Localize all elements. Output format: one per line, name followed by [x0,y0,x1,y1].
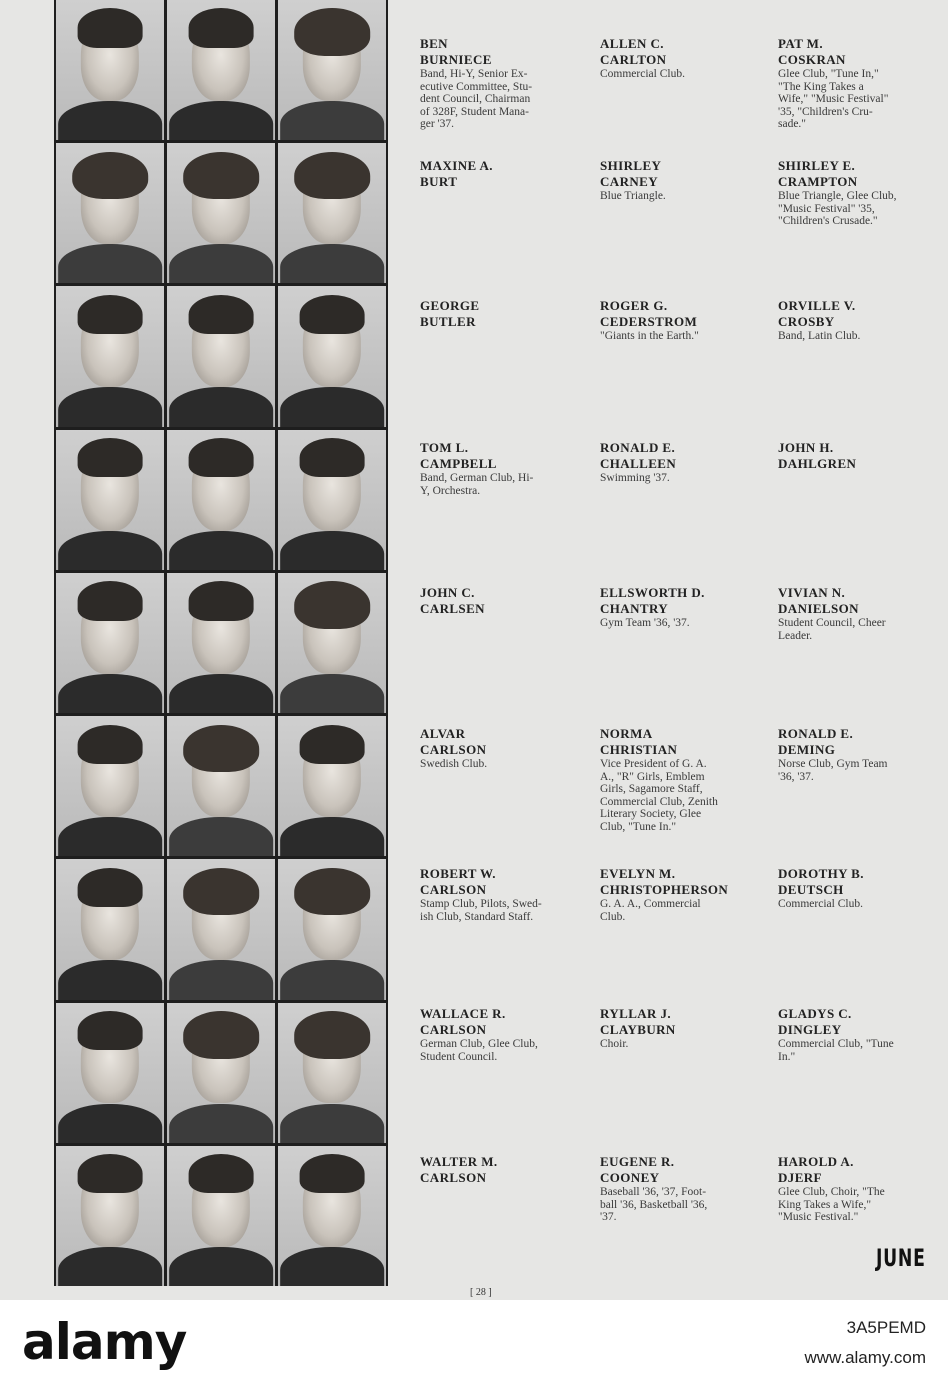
student-entry [420,440,580,497]
portrait-hair [78,1154,143,1193]
entry-row [420,1154,930,1296]
portrait-photo [56,1146,164,1286]
portrait-body [58,387,162,426]
entry-row [420,585,930,727]
portrait-body [169,387,273,426]
student-activities: Commercial Club. [778,898,863,910]
student-entry [600,298,760,343]
student-activities: Band, Latin Club. [778,330,861,342]
entry-row [420,726,930,868]
portrait-body [58,960,162,999]
portrait-body [169,674,273,713]
student-activities: Blue Triangle. [600,190,666,202]
student-name: ELLSWORTH D. CHANTRY [600,585,705,616]
portrait-body [280,674,384,713]
portrait-hair [300,1154,365,1193]
portrait-photo [56,143,164,283]
student-entry [778,1006,930,1063]
student-entry [600,36,760,81]
student-entry [778,585,930,642]
portrait-hair [294,581,370,629]
portrait-hair [294,8,370,56]
portrait-photo [56,0,164,140]
portrait-photo [56,1003,164,1143]
student-activities: German Club, Glee Club, Student Council. [420,1038,538,1063]
student-name: ROBERT W. CARLSON [420,866,496,897]
student-name: PAT M. COSKRAN [778,36,846,67]
portrait-photo [56,573,164,713]
student-entry [600,1006,760,1051]
portrait-photo [278,286,386,426]
student-name: BEN BURNIECE [420,36,492,67]
portrait-hair [183,868,259,916]
student-activities: Commercial Club, "Tune In." [778,1038,894,1063]
portrait-body [58,1104,162,1143]
student-name: ORVILLE V. CROSBY [778,298,856,329]
student-name: VIVIAN N. DANIELSON [778,585,859,616]
student-entry [778,158,930,228]
student-entry [420,585,580,617]
student-name: NORMA CHRISTIAN [600,726,678,757]
portrait-hair [300,725,365,764]
brand-logo[interactable]: alamy [22,1313,187,1371]
portrait-hair [189,581,254,620]
portrait-hair [183,152,259,200]
student-entry [778,36,930,131]
student-activities: Stamp Club, Pilots, Swed- ish Club, Standard Staff. [420,898,542,923]
portrait-photo [56,859,164,999]
portrait-hair [78,868,143,907]
portrait-body [280,387,384,426]
portrait-body [280,960,384,999]
student-entry [600,1154,760,1224]
student-activities: Baseball '36, '37, Foot- ball '36, Basketball '36, '37. [600,1186,708,1223]
portrait-photo [278,143,386,283]
portrait-photo [167,286,275,426]
student-activities: Band, German Club, Hi- Y, Orchestra. [420,472,534,497]
student-entry [600,440,760,485]
student-entry [600,726,760,833]
portrait-body [58,531,162,570]
portrait-photo [167,716,275,856]
student-name: GEORGE BUTLER [420,298,480,329]
student-name: MAXINE A. BURT [420,158,493,189]
portrait-photo [278,0,386,140]
student-name: WALTER M. CARLSON [420,1154,498,1185]
portrait-hair [78,581,143,620]
portrait-hair [78,438,143,477]
student-name: SHIRLEY E. CRAMPTON [778,158,858,189]
student-name: RONALD E. CHALLEEN [600,440,677,471]
portrait-photo [167,573,275,713]
portrait-hair [189,1154,254,1193]
portrait-hair [78,725,143,764]
student-entry [600,866,760,923]
portrait-photo [56,716,164,856]
portrait-hair [294,868,370,916]
portrait-body [280,531,384,570]
student-name: JOHN C. CARLSEN [420,585,485,616]
portrait-hair [183,1011,259,1059]
student-activities: Glee Club, Choir, "The King Takes a Wife," "Music Festival." [778,1186,885,1223]
portrait-photo [56,286,164,426]
portrait-body [280,817,384,856]
student-activities: Glee Club, "Tune In," "The King Takes a Wife," "Music Festival" '35, "Children's Cru- sade." [778,68,889,130]
student-activities: Blue Triangle, Glee Club, "Music Festival" '35, "Children's Crusade." [778,190,897,227]
student-activities: Student Council, Cheer Leader. [778,617,886,642]
student-entry [600,158,760,203]
portrait-photo [167,0,275,140]
portrait-body [169,1104,273,1143]
student-activities: Choir. [600,1038,629,1050]
student-entry [778,866,930,911]
portrait-photo [167,1146,275,1286]
student-entry [420,158,580,190]
portrait-body [169,1247,273,1286]
student-activities: Swedish Club. [420,758,488,770]
portrait-hair [300,295,365,334]
student-entry [778,726,930,783]
portrait-body [58,101,162,140]
portrait-body [169,960,273,999]
page-number: [ 28 ] [470,1287,492,1298]
student-name: JOHN H. DAHLGREN [778,440,857,471]
portrait-body [280,1104,384,1143]
image-code: 3A5PEMD [846,1318,926,1337]
student-entry [420,36,580,131]
portrait-hair [78,8,143,47]
portrait-photo [278,716,386,856]
portrait-hair [72,152,148,200]
student-name: TOM L. CAMPBELL [420,440,497,471]
portrait-body [58,1247,162,1286]
student-name: RYLLAR J. CLAYBURN [600,1006,676,1037]
student-entry [778,440,930,472]
portrait-photo [278,1003,386,1143]
portrait-photo [167,1003,275,1143]
portrait-photo [278,859,386,999]
student-name: EUGENE R. COONEY [600,1154,675,1185]
student-entry [420,298,580,330]
student-activities: G. A. A., Commercial Club. [600,898,701,923]
portrait-grid [54,0,388,1286]
student-name: HAROLD A. DJERF [778,1154,854,1185]
student-activities: Vice President of G. A. A., "R" Girls, Emblem Girls, Sagamore Staff, Commercial Club, Zenith Literary Society, Glee Club, "Tune In." [600,758,718,833]
student-entry [420,1006,580,1063]
student-name: EVELYN M. CHRISTOPHERSON [600,866,729,897]
portrait-hair [300,438,365,477]
portrait-hair [189,438,254,477]
entry-row [420,440,930,582]
entry-row [420,866,930,1008]
student-name: ALLEN C. CARLTON [600,36,667,67]
portrait-body [280,1247,384,1286]
student-entry [778,298,930,343]
portrait-hair [189,8,254,47]
portrait-body [169,531,273,570]
student-activities: Swimming '37. [600,472,670,484]
portrait-hair [189,295,254,334]
site-url[interactable]: www.alamy.com [804,1348,926,1367]
student-activities: Band, Hi-Y, Senior Ex- ecutive Committee, Stu- dent Council, Chairman of 328F, Student Mana- ger '37. [420,68,533,130]
student-activities: Commercial Club. [600,68,685,80]
student-entry [420,866,580,923]
portrait-body [58,817,162,856]
portrait-photo [278,1146,386,1286]
student-activities: "Giants in the Earth." [600,330,699,342]
portrait-photo [167,143,275,283]
portrait-photo [167,859,275,999]
entry-row [420,298,930,440]
student-entry [420,726,580,771]
student-activities: Gym Team '36, '37. [600,617,690,629]
student-name: WALLACE R. CARLSON [420,1006,506,1037]
portrait-body [280,101,384,140]
student-name: GLADYS C. DINGLEY [778,1006,852,1037]
portrait-body [169,244,273,283]
entry-row [420,158,930,300]
student-name: ALVAR CARLSON [420,726,487,757]
entry-row [420,36,930,178]
student-name: RONALD E. DEMING [778,726,854,757]
portrait-photo [278,430,386,570]
student-entry [420,1154,580,1186]
portrait-body [169,101,273,140]
portrait-hair [294,1011,370,1059]
student-name: DOROTHY B. DEUTSCH [778,866,864,897]
portrait-body [58,244,162,283]
portrait-photo [56,430,164,570]
student-name: ROGER G. CEDERSTROM [600,298,698,329]
portrait-hair [183,725,259,773]
student-activities: Norse Club, Gym Team '36, '37. [778,758,888,783]
student-entry [600,585,760,630]
portrait-body [58,674,162,713]
student-name: SHIRLEY CARNEY [600,158,662,189]
month-label: JUNE [876,1244,926,1272]
portrait-body [169,817,273,856]
portrait-hair [78,295,143,334]
portrait-photo [167,430,275,570]
entry-row [420,1006,930,1148]
portrait-hair [78,1011,143,1050]
portrait-hair [294,152,370,200]
portrait-body [280,244,384,283]
portrait-photo [278,573,386,713]
student-entry [778,1154,930,1224]
